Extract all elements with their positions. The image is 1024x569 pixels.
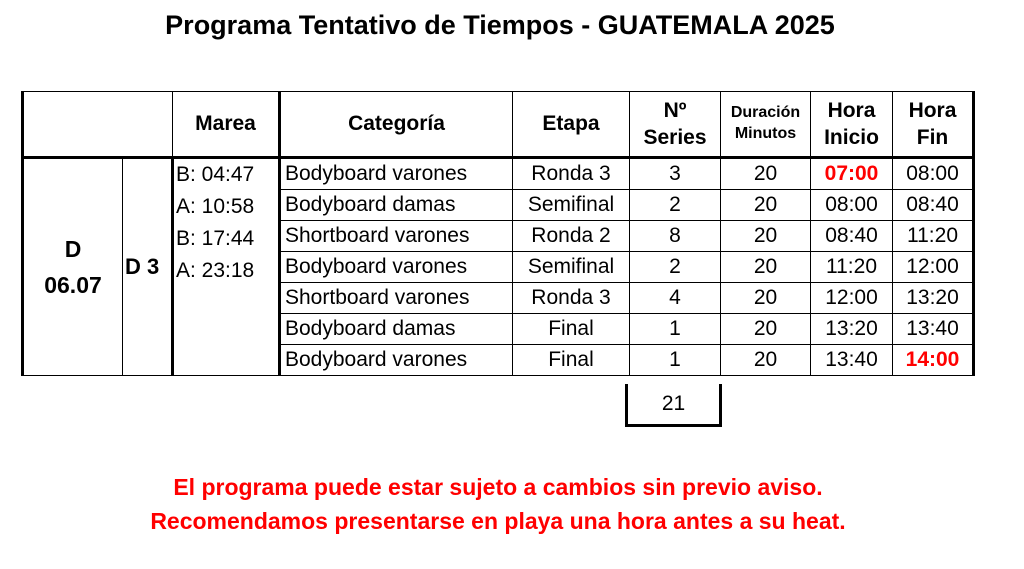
inicio-cell: 13:40: [811, 345, 893, 376]
inicio-cell: 12:00: [811, 283, 893, 314]
categoria-cell: Bodyboard varones: [280, 252, 513, 283]
series-cell: 2: [630, 190, 721, 221]
duracion-cell: 20: [721, 190, 811, 221]
day-label-cell: D 3: [123, 158, 173, 376]
header-marea: Marea: [173, 92, 280, 158]
series-cell: 2: [630, 252, 721, 283]
fin-cell: 08:00: [893, 158, 974, 190]
etapa-cell: Ronda 2: [513, 221, 630, 252]
duracion-cell: 20: [721, 221, 811, 252]
inicio-cell: 08:00: [811, 190, 893, 221]
duracion-cell: 20: [721, 345, 811, 376]
categoria-cell: Bodyboard varones: [280, 345, 513, 376]
header-etapa: Etapa: [513, 92, 630, 158]
duracion-cell: 20: [721, 158, 811, 190]
fin-cell: 14:00: [893, 345, 974, 376]
header-row: [23, 92, 974, 158]
etapa-cell: Semifinal: [513, 190, 630, 221]
header-series-line2: Series: [643, 126, 707, 149]
series-cell: 4: [630, 283, 721, 314]
series-cell: 1: [630, 314, 721, 345]
header-inicio-line1: Hora: [827, 98, 876, 122]
inicio-cell: 08:40: [811, 221, 893, 252]
day-letter: D: [64, 236, 82, 262]
header-duracion-line1: Duración: [730, 104, 801, 122]
day-date-cell: [23, 158, 123, 376]
notice-line-2: Recomendamos presentarse en playa una hora antes a su heat.: [150, 508, 846, 534]
header-empty-cell: [23, 92, 173, 158]
etapa-cell: Final: [513, 314, 630, 345]
marea-item: A: 10:58: [176, 195, 255, 218]
page-title: Programa Tentativo de Tiempos - GUATEMALA 2025: [165, 10, 835, 40]
fin-cell: 13:20: [893, 283, 974, 314]
total-series: 21: [625, 384, 722, 427]
header-hora-inicio: [811, 92, 893, 158]
categoria-cell: Bodyboard varones: [280, 158, 513, 190]
header-fin-line1: Hora: [908, 98, 957, 122]
duracion-cell: 20: [721, 252, 811, 283]
series-cell: 8: [630, 221, 721, 252]
series-cell: 1: [630, 345, 721, 376]
series-cell: 3: [630, 158, 721, 190]
categoria-cell: Bodyboard damas: [280, 190, 513, 221]
header-series-line1: Nº: [663, 98, 687, 122]
header-series: [630, 92, 721, 158]
etapa-cell: Ronda 3: [513, 283, 630, 314]
marea-item: B: 17:44: [176, 227, 255, 250]
header-categoria: Categoría: [280, 92, 513, 158]
fin-cell: 13:40: [893, 314, 974, 345]
header-duracion-line2: Minutos: [734, 125, 797, 142]
marea-item: A: 23:18: [176, 259, 255, 282]
etapa-cell: Semifinal: [513, 252, 630, 283]
header-inicio-line2: Inicio: [824, 126, 879, 149]
duracion-cell: 20: [721, 283, 811, 314]
table-row: [23, 158, 974, 190]
header-duracion: [721, 92, 811, 158]
header-fin-line2: Fin: [916, 126, 949, 149]
etapa-cell: Ronda 3: [513, 158, 630, 190]
categoria-cell: Shortboard varones: [280, 221, 513, 252]
inicio-cell: 07:00: [811, 158, 893, 190]
duracion-cell: 20: [721, 314, 811, 345]
schedule-table: [21, 91, 975, 376]
marea-cell: [173, 158, 280, 376]
notice-line-1: El programa puede estar sujeto a cambios sin previo aviso.: [173, 474, 823, 500]
etapa-cell: Final: [513, 345, 630, 376]
fin-cell: 12:00: [893, 252, 974, 283]
categoria-cell: Bodyboard damas: [280, 314, 513, 345]
marea-item: B: 04:47: [176, 163, 255, 186]
header-hora-fin: [893, 92, 974, 158]
day-date: 06.07: [44, 272, 102, 298]
inicio-cell: 11:20: [811, 252, 893, 283]
fin-cell: 11:20: [893, 221, 974, 252]
categoria-cell: Shortboard varones: [280, 283, 513, 314]
fin-cell: 08:40: [893, 190, 974, 221]
inicio-cell: 13:20: [811, 314, 893, 345]
